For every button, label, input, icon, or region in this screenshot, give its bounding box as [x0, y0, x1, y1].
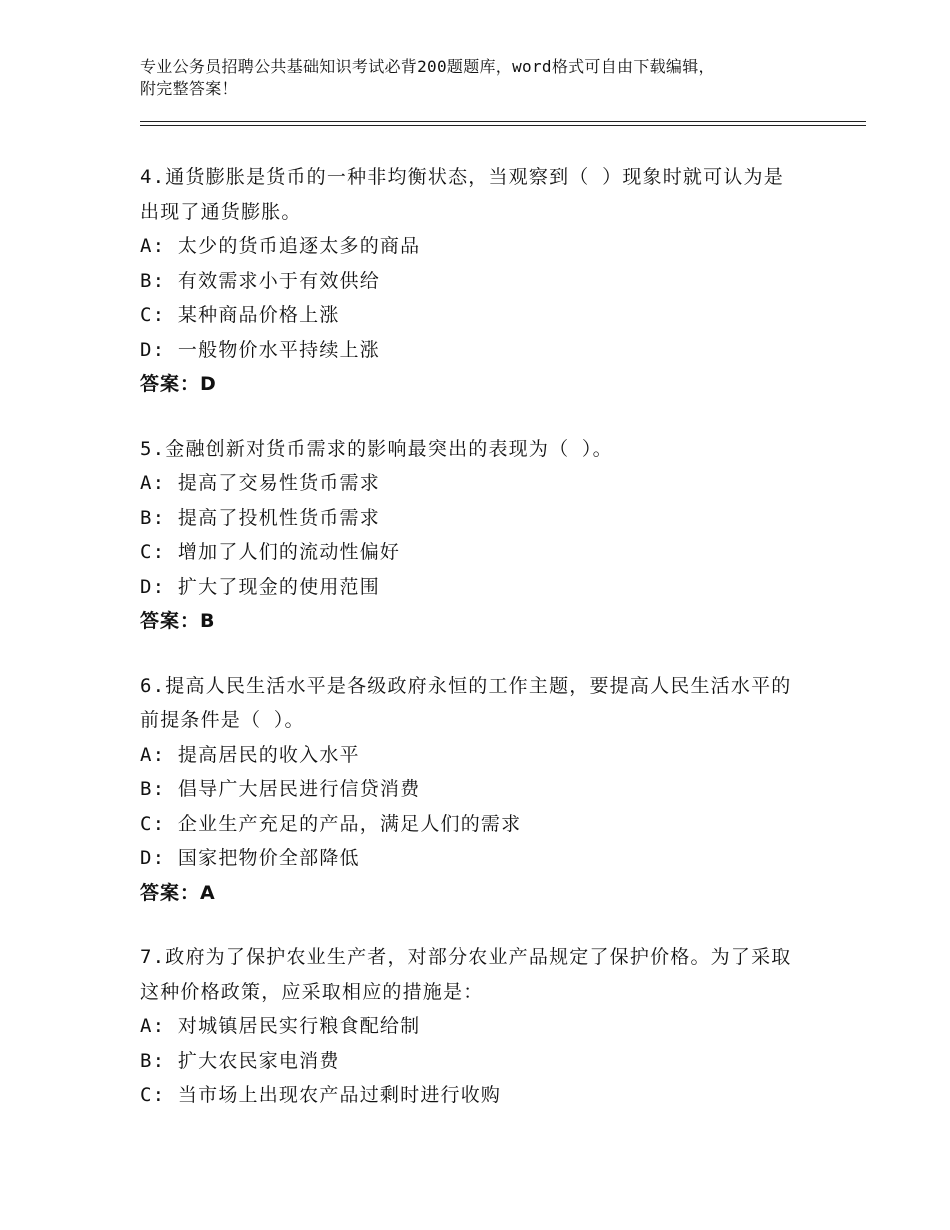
- option-b: B: 扩大农民家电消费: [140, 1049, 340, 1072]
- option-a: A: 提高了交易性货币需求: [140, 472, 380, 494]
- question-text: 6.提高人民生活水平是各级政府永恒的工作主题，要提高人民生活水平的前提条件是（ ）。: [140, 674, 792, 731]
- answer: 答案：D: [140, 373, 217, 395]
- answer: 答案：A: [140, 881, 216, 904]
- option-c: C: 增加了人们的流动性偏好: [140, 541, 401, 563]
- question-text: 7.政府为了保护农业生产者，对部分农业产品规定了保护价格。为了采取这种价格政策，应采取相应的措施是：: [140, 946, 792, 1003]
- option-d: D: 国家把物价全部降低: [140, 847, 360, 869]
- option-a: A: 提高居民的收入水平: [140, 743, 360, 766]
- option-a: A: 太少的货币追逐太多的商品: [140, 235, 421, 257]
- option-b: B: 提高了投机性货币需求: [140, 506, 380, 529]
- question-text: 4.通货膨胀是货币的一种非均衡状态，当观察到（ ）现象时就可认为是出现了通货膨胀。: [140, 166, 784, 223]
- question-6: [140, 669, 800, 911]
- question-4: [140, 160, 800, 402]
- option-c: C: 某种商品价格上涨: [140, 304, 340, 326]
- option-d: D: 扩大了现金的使用范围: [140, 575, 380, 598]
- option-d: D: 一般物价水平持续上涨: [140, 338, 380, 361]
- question-5: [140, 432, 800, 639]
- question-list: [140, 160, 800, 1143]
- option-c: C: 当市场上出现农产品过剩时进行收购: [140, 1084, 502, 1106]
- option-c: C: 企业生产充足的产品，满足人们的需求: [140, 812, 522, 835]
- header-line-1: 专业公务员招聘公共基础知识考试必背200题题库，word格式可自由下载编辑，: [140, 57, 715, 76]
- header-line-2: 附完整答案！: [140, 79, 238, 98]
- option-b: B: 有效需求小于有效供给: [140, 269, 380, 292]
- answer: 答案：B: [140, 610, 216, 632]
- header-divider: [140, 121, 866, 126]
- question-7: [140, 940, 800, 1113]
- option-a: A: 对城镇居民实行粮食配给制: [140, 1015, 421, 1037]
- option-b: B: 倡导广大居民进行信贷消费: [140, 778, 421, 800]
- question-text: 5.金融创新对货币需求的影响最突出的表现为（ ）。: [140, 437, 613, 460]
- document-header: [140, 56, 840, 100]
